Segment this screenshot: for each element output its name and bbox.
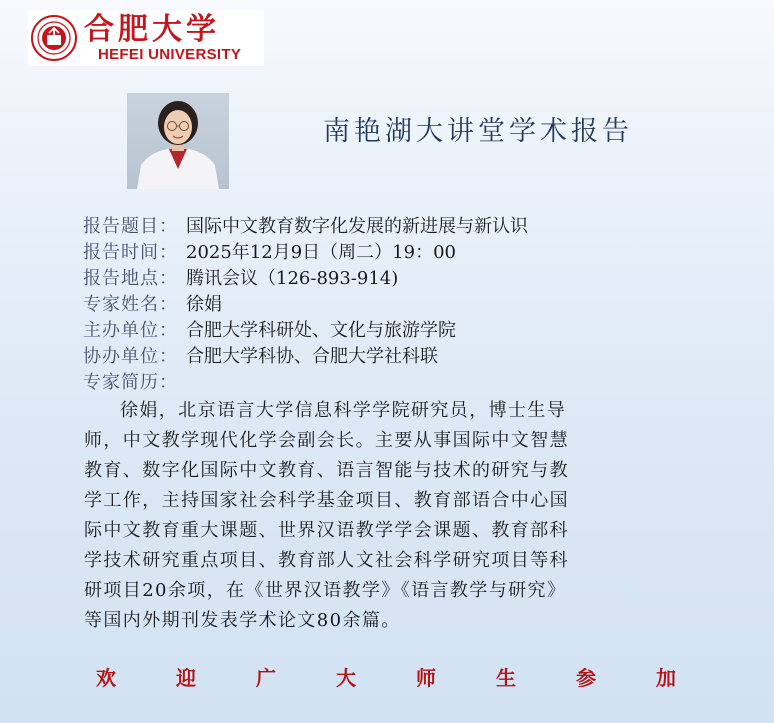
- welcome-char: 师: [416, 666, 436, 690]
- bio-line: 徐娟，北京语言大学信息科学学院研究员，博士生导: [120, 400, 567, 421]
- info-value: 2025年12月9日（周二）19：00: [186, 242, 456, 263]
- info-label: 报告地点：: [83, 268, 178, 289]
- welcome-char: 欢: [96, 666, 116, 690]
- welcome-char: 迎: [176, 666, 196, 690]
- info-label: 专家简历：: [83, 372, 178, 393]
- info-label: 主办单位：: [83, 320, 178, 341]
- page-title: 南艳湖大讲堂学术报告: [323, 116, 633, 147]
- info-row-bio-heading: [83, 370, 186, 396]
- info-row-time: [83, 240, 456, 266]
- welcome-char: 大: [336, 666, 356, 690]
- bio-line: 学工作，主持国家社会科学基金项目、教育部语合中心国: [84, 490, 569, 511]
- info-row-host: [83, 318, 456, 344]
- bio-line: 际中文教育重大课题、世界汉语教学学会课题、教育部科: [84, 520, 569, 541]
- info-row-co-host: [83, 344, 438, 370]
- info-label: 协办单位：: [83, 346, 178, 367]
- welcome-char: 广: [256, 666, 276, 690]
- info-row-topic: [83, 214, 528, 240]
- welcome-char: 加: [656, 666, 676, 690]
- speaker-bio: [84, 396, 724, 636]
- university-seal-icon: [30, 14, 78, 62]
- info-value: 国际中文教育数字化发展的新进展与新认识: [186, 216, 528, 237]
- info-row-location: [83, 266, 398, 292]
- bio-line: 学技术研究重点项目、教育部人文社会科学研究项目等科: [84, 550, 569, 571]
- university-name-en: HEFEI UNIVERSITY: [98, 46, 242, 63]
- speaker-photo: [127, 93, 229, 189]
- welcome-banner: [96, 664, 676, 692]
- info-label: 专家姓名：: [83, 294, 178, 315]
- info-label: 报告时间：: [83, 242, 178, 263]
- info-value: 徐娟: [186, 294, 222, 315]
- info-value: 合肥大学科研处、文化与旅游学院: [186, 320, 456, 341]
- bio-line: 研项目20余项，在《世界汉语教学》《语言教学与研究》: [84, 580, 567, 601]
- bio-line: 师，中文教学现代化学会副会长。主要从事国际中文智慧: [84, 430, 569, 451]
- bio-line: 教育、数字化国际中文教育、语言智能与技术的研究与教: [84, 460, 569, 481]
- info-row-speaker: [83, 292, 222, 318]
- welcome-char: 参: [576, 666, 596, 690]
- university-name-cn: 合肥大学: [84, 12, 220, 47]
- bio-line: 等国内外期刊发表学术论文80余篇。: [84, 610, 401, 631]
- info-value: 腾讯会议（126-893-914): [186, 268, 399, 289]
- info-value: 合肥大学科协、合肥大学社科联: [186, 346, 438, 367]
- info-label: 报告题目：: [83, 216, 178, 237]
- university-logo: [28, 10, 264, 66]
- welcome-char: 生: [496, 666, 516, 690]
